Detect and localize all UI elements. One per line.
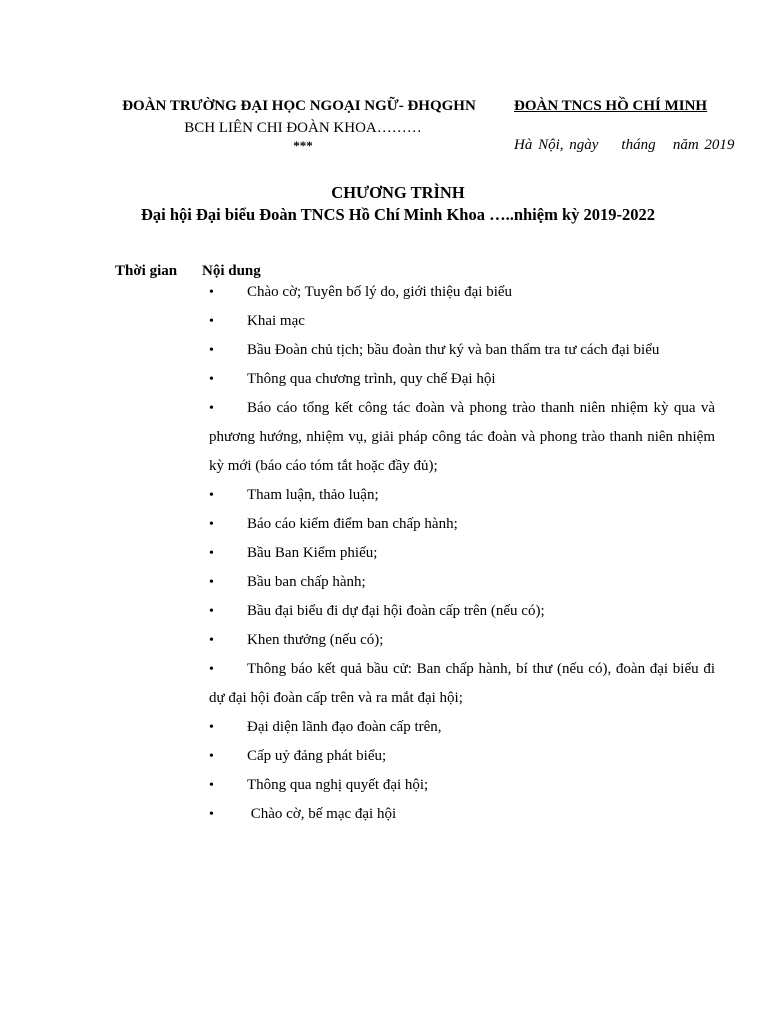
bullet-icon: • bbox=[209, 778, 214, 793]
agenda-item bbox=[209, 626, 715, 655]
agenda-list bbox=[209, 278, 715, 829]
agenda-item-text: Bầu Đoàn chủ tịch; bầu đoàn thư ký và ban thẩm tra tư cách đại biểu bbox=[247, 342, 660, 358]
bullet-icon: • bbox=[209, 749, 214, 764]
bullet-icon: • bbox=[209, 401, 214, 416]
page-title: CHƯƠNG TRÌNH bbox=[331, 183, 465, 202]
agenda-item-text: Báo cáo tổng kết công tác đoàn và phong trào thanh niên nhiệm kỳ qua và phương hướng, nhiệm vụ, giải pháp công tác đoàn và phong trào thanh niên nhiệm kỳ mới (báo cáo tóm tắt hoặc đầy đủ); bbox=[209, 400, 715, 474]
agenda-item bbox=[209, 365, 715, 394]
bullet-icon: • bbox=[209, 314, 214, 329]
agenda-item bbox=[209, 278, 715, 307]
bullet-icon: • bbox=[209, 546, 214, 561]
agenda-item-text: Khen thưởng (nếu có); bbox=[247, 632, 384, 648]
agenda-item-text: Thông báo kết quả bầu cử: Ban chấp hành, bí thư (nếu có), đoàn đại biểu đi dự đại hội đoàn cấp trên và ra mắt đại hội; bbox=[209, 661, 715, 706]
header-org-line2: BCH LIÊN CHI ĐOÀN KHOA……… bbox=[184, 120, 422, 136]
bullet-icon: • bbox=[209, 517, 214, 532]
bullet-icon: • bbox=[209, 720, 214, 735]
agenda-item-text: Báo cáo kiểm điểm ban chấp hành; bbox=[247, 516, 458, 532]
agenda-item bbox=[209, 771, 715, 800]
agenda-item bbox=[209, 713, 715, 742]
agenda-item bbox=[209, 510, 715, 539]
agenda-item-text: Bầu Ban Kiểm phiếu; bbox=[247, 545, 378, 561]
column-header-content: Nội dung bbox=[202, 263, 261, 279]
header-place-date: Hà Nội, ngày tháng năm 2019 bbox=[514, 137, 735, 153]
agenda-item bbox=[209, 742, 715, 771]
bullet-icon: • bbox=[209, 604, 214, 619]
column-header-time: Thời gian bbox=[115, 263, 178, 279]
agenda-item bbox=[209, 568, 715, 597]
agenda-item-text: Bầu ban chấp hành; bbox=[247, 574, 366, 590]
agenda-item-text: Thông qua chương trình, quy chế Đại hội bbox=[247, 371, 496, 387]
agenda-item-text: Chào cờ; Tuyên bố lý do, giới thiệu đại biểu bbox=[247, 284, 513, 300]
agenda-item-text: Cấp uỷ đảng phát biểu; bbox=[247, 748, 387, 764]
agenda-item-text: Thông qua nghị quyết đại hội; bbox=[247, 777, 429, 793]
agenda-item bbox=[209, 481, 715, 510]
agenda-item-text: Tham luận, thảo luận; bbox=[247, 487, 379, 503]
bullet-icon: • bbox=[209, 343, 214, 358]
agenda-item bbox=[209, 394, 715, 481]
header-org-stars: *** bbox=[293, 138, 313, 153]
agenda-item bbox=[209, 800, 715, 829]
agenda-item bbox=[209, 597, 715, 626]
header-org-line1: ĐOÀN TRƯỜNG ĐẠI HỌC NGOẠI NGỮ- ĐHQGHN bbox=[122, 98, 476, 114]
agenda-item-text: Bầu đại biểu đi dự đại hội đoàn cấp trên (nếu có); bbox=[247, 603, 545, 619]
bullet-icon: • bbox=[209, 575, 214, 590]
agenda-item bbox=[209, 336, 715, 365]
agenda-item-text: Chào cờ, bế mạc đại hội bbox=[247, 806, 397, 822]
agenda-item-text: Khai mạc bbox=[247, 313, 305, 329]
header-union-name: ĐOÀN TNCS HỒ CHÍ MINH bbox=[514, 98, 708, 114]
agenda-item bbox=[209, 539, 715, 568]
bullet-icon: • bbox=[209, 633, 214, 648]
bullet-icon: • bbox=[209, 807, 214, 822]
bullet-icon: • bbox=[209, 662, 214, 677]
bullet-icon: • bbox=[209, 285, 214, 300]
agenda-item-text: Đại diện lãnh đạo đoàn cấp trên, bbox=[247, 719, 442, 735]
bullet-icon: • bbox=[209, 488, 214, 503]
agenda-item bbox=[209, 307, 715, 336]
bullet-icon: • bbox=[209, 372, 214, 387]
page-subtitle: Đại hội Đại biểu Đoàn TNCS Hồ Chí Minh Khoa …..nhiệm kỳ 2019-2022 bbox=[140, 205, 656, 224]
agenda-item bbox=[209, 655, 715, 713]
